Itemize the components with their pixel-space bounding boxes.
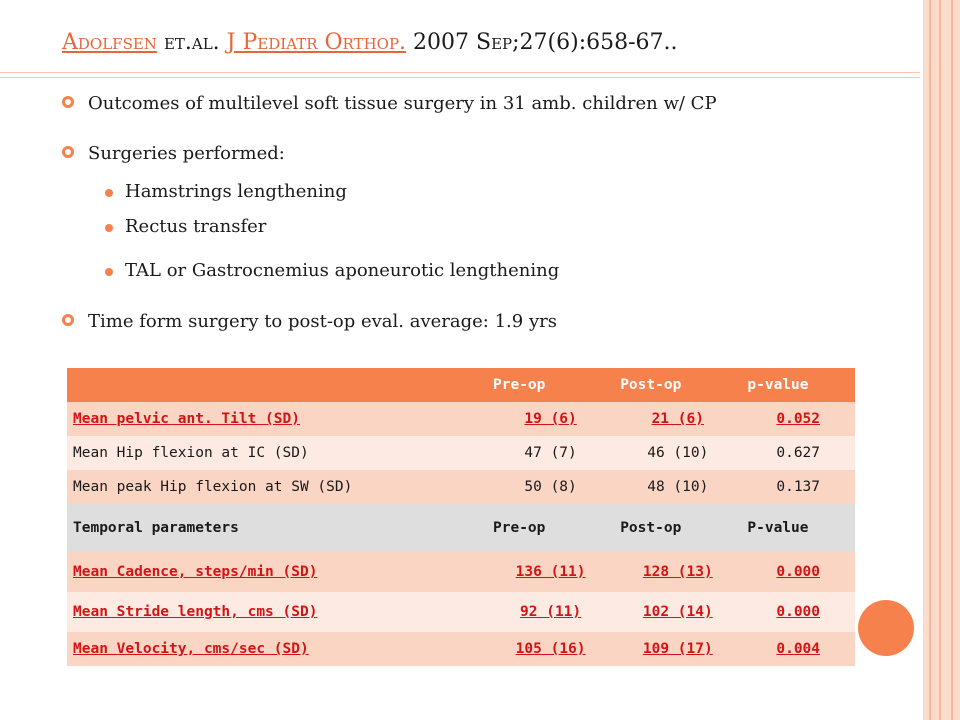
sub-bullet-hamstrings xyxy=(125,181,347,202)
row-label-link[interactable]: Mean Cadence, steps/min (SD) xyxy=(67,552,487,592)
et-al-text: et.al. xyxy=(163,30,220,55)
dot-bullet-icon xyxy=(105,224,113,232)
row-label-link[interactable]: Mean Stride length, cms (SD) xyxy=(67,592,487,632)
circle-bullet-icon xyxy=(62,314,74,326)
subheader-cell: Post-op xyxy=(614,504,741,552)
p-value[interactable]: 0.000 xyxy=(741,592,855,632)
p-value[interactable]: 0.000 xyxy=(741,552,855,592)
right-edge-line xyxy=(951,0,953,720)
preop-value[interactable]: 92 (11) xyxy=(487,592,614,632)
title-divider xyxy=(0,72,920,73)
bullet-text: Outcomes of multilevel soft tissue surgery in 31 amb. children w/ CP xyxy=(88,93,717,114)
circle-bullet-icon xyxy=(62,146,74,158)
table-row xyxy=(67,436,855,470)
bullet-text: Surgeries performed: xyxy=(88,143,285,164)
row-label-link[interactable]: Mean pelvic ant. Tilt (SD) xyxy=(67,402,487,436)
preop-value: 50 (8) xyxy=(487,470,614,504)
preop-value[interactable]: 105 (16) xyxy=(487,632,614,666)
subheader-cell: Pre-op xyxy=(487,504,614,552)
header-cell: p-value xyxy=(741,368,855,402)
postop-value[interactable]: 109 (17) xyxy=(614,632,741,666)
circle-bullet-icon xyxy=(62,96,74,108)
dot-bullet-icon xyxy=(105,189,113,197)
preop-value: 47 (7) xyxy=(487,436,614,470)
preop-value[interactable]: 136 (11) xyxy=(487,552,614,592)
postop-value[interactable]: 102 (14) xyxy=(614,592,741,632)
bullet-outcomes xyxy=(88,93,717,114)
header-cell: Post-op xyxy=(614,368,741,402)
postop-value[interactable]: 21 (6) xyxy=(614,402,741,436)
decorative-circle xyxy=(858,600,914,656)
header-cell: Pre-op xyxy=(487,368,614,402)
preop-value[interactable]: 19 (6) xyxy=(487,402,614,436)
p-value: 0.137 xyxy=(741,470,855,504)
journal-link[interactable]: J Pediatr Orthop. xyxy=(226,30,407,55)
sub-bullet-text: TAL or Gastrocnemius aponeurotic lengthening xyxy=(125,260,560,281)
sub-bullet-rectus xyxy=(125,216,266,237)
temporal-header-row xyxy=(67,504,855,552)
row-label: Mean Hip flexion at IC (SD) xyxy=(67,436,487,470)
p-value: 0.627 xyxy=(741,436,855,470)
sub-bullet-text: Rectus transfer xyxy=(125,216,267,237)
sub-bullet-tal xyxy=(125,260,559,281)
p-value[interactable]: 0.052 xyxy=(741,402,855,436)
dot-bullet-icon xyxy=(105,268,113,276)
table-row[interactable] xyxy=(67,402,855,436)
sub-bullet-text: Hamstrings lengthening xyxy=(125,181,347,202)
postop-value[interactable]: 128 (13) xyxy=(614,552,741,592)
slide-title xyxy=(62,30,678,55)
table-row[interactable] xyxy=(67,552,855,592)
table-row[interactable] xyxy=(67,632,855,666)
citation-text: 2007 Sep;27(6):658-67.. xyxy=(413,30,678,55)
bullet-surgeries xyxy=(88,143,285,164)
header-cell xyxy=(67,368,487,402)
right-edge-line xyxy=(939,0,941,720)
author-link[interactable]: Adolfsen xyxy=(62,30,157,55)
subheader-cell: Temporal parameters xyxy=(67,504,487,552)
table-header-row xyxy=(67,368,855,402)
bullet-text: Time form surgery to post-op eval. average: 1.9 yrs xyxy=(88,311,557,332)
row-label-link[interactable]: Mean Velocity, cms/sec (SD) xyxy=(67,632,487,666)
subheader-cell: P-value xyxy=(741,504,855,552)
title-divider xyxy=(0,77,920,78)
postop-value: 46 (10) xyxy=(614,436,741,470)
right-edge-line xyxy=(929,0,931,720)
bullet-time xyxy=(88,311,557,332)
table-row[interactable] xyxy=(67,592,855,632)
p-value[interactable]: 0.004 xyxy=(741,632,855,666)
results-table xyxy=(67,368,855,666)
postop-value: 48 (10) xyxy=(614,470,741,504)
row-label: Mean peak Hip flexion at SW (SD) xyxy=(67,470,487,504)
table-row xyxy=(67,470,855,504)
